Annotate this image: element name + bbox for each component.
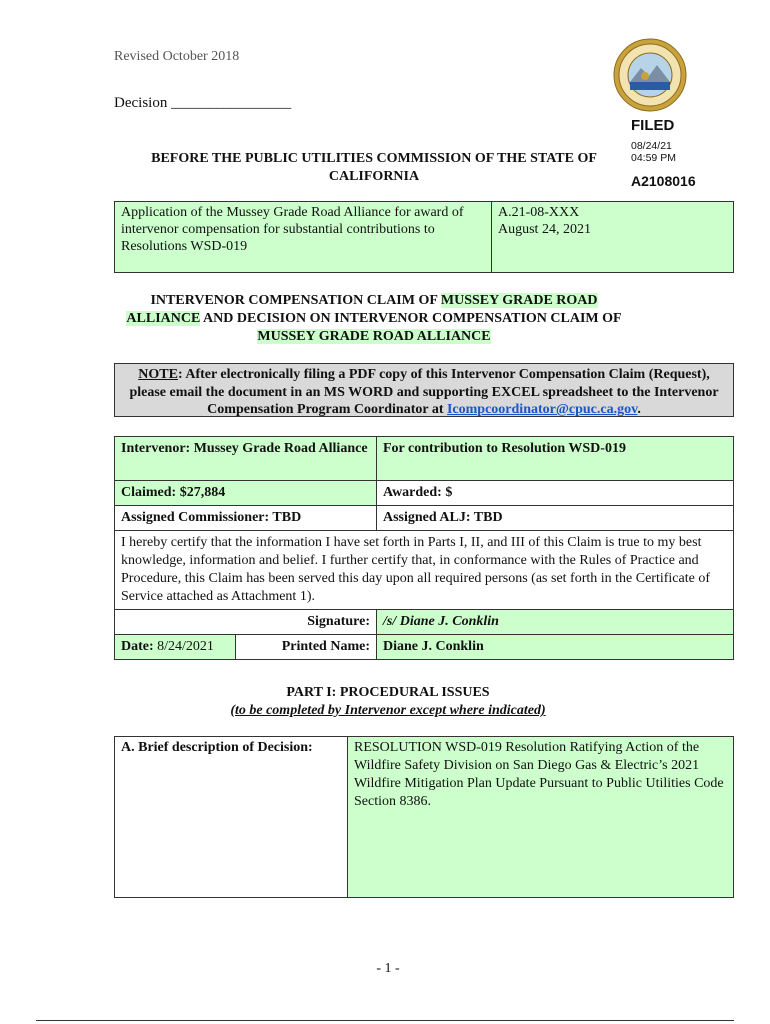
application-caption-table [114, 201, 734, 273]
cpuc-seal-icon [613, 38, 687, 112]
application-number-cell [492, 202, 734, 273]
part-1-header [114, 684, 662, 720]
assigned-alj: Assigned ALJ: TBD [377, 506, 734, 531]
claim-title [114, 292, 634, 346]
signature-label: Signature: [115, 610, 377, 635]
brief-description-table [114, 736, 734, 898]
filed-date: 08/24/21 [631, 140, 672, 152]
intervenor-name: Intervenor: Mussey Grade Road Alliance [115, 437, 377, 481]
date-value: 8/24/2021 [157, 639, 214, 654]
note-box [114, 363, 734, 417]
date-label: Date: [121, 639, 154, 654]
application-description: Application of the Mussey Grade Road Alliance for award of intervenor compensation for substantial contributions to Resolutions WSD-019 [115, 202, 492, 273]
decision-line: Decision ________________ [114, 95, 292, 111]
claimed-amount: Claimed: $27,884 [115, 481, 377, 506]
title-highlight-3: MUSSEY GRADE ROAD ALLIANCE [257, 329, 491, 344]
date-cell [115, 635, 236, 660]
note-end: . [637, 402, 641, 417]
title-highlight-2: ALLIANCE [126, 311, 201, 326]
heading-line-2: CALIFORNIA [328, 169, 420, 184]
application-number: A.21-08-XXX [498, 205, 580, 220]
printed-name-value: Diane J. Conklin [377, 635, 734, 660]
signature-value: /s/ Diane J. Conklin [377, 610, 734, 635]
title-text-2: AND DECISION ON INTERVENOR COMPENSATION CLAIM OF [200, 311, 622, 326]
revised-date: Revised October 2018 [114, 49, 240, 64]
coordinator-email-link[interactable]: Icompcoordinator@cpuc.ca.gov [446, 402, 638, 417]
note-text: : After electronically filing a PDF copy of this Intervenor Compensation Claim (Request), please email the document in an MS WORD and supporting EXCEL spreadsheet to the Intervenor Compensation Program Coordinator at [129, 367, 719, 417]
assigned-commissioner: Assigned Commissioner: TBD [115, 506, 377, 531]
certification-text: I hereby certify that the information I have set forth in Parts I, II, and III of this Claim is true to my best knowledge, information and belief. I further certify that, in conformance with the Rules of Practice and Procedure, this Claim has been served this day upon all required persons (as set forth in the Certificate of Service attached as Attachment 1). [115, 531, 734, 610]
part-1-title: PART I: PROCEDURAL ISSUES [286, 685, 490, 700]
part-1-subtitle: (to be completed by Intervenor except where indicated) [230, 703, 546, 718]
page-number: - 1 - [376, 961, 400, 976]
title-text-1: INTERVENOR COMPENSATION CLAIM OF [150, 293, 441, 308]
application-date: August 24, 2021 [498, 222, 591, 237]
claim-summary-table [114, 436, 734, 660]
awarded-amount: Awarded: $ [377, 481, 734, 506]
title-highlight-1: MUSSEY GRADE ROAD [440, 293, 598, 308]
brief-description-label: A. Brief description of Decision: [115, 737, 348, 898]
footer-rule [36, 1020, 734, 1021]
contribution-resolution: For contribution to Resolution WSD-019 [377, 437, 734, 481]
printed-name-label: Printed Name: [236, 635, 377, 660]
filed-stamp-label: FILED [631, 117, 675, 134]
note-label: NOTE [138, 367, 178, 382]
commission-heading [114, 150, 634, 186]
heading-line-1: BEFORE THE PUBLIC UTILITIES COMMISSION OF THE STATE OF [151, 151, 597, 166]
brief-description-text: RESOLUTION WSD-019 Resolution Ratifying Action of the Wildfire Safety Division on San Diego Gas & Electric’s 2021 Wildfire Mitigation Plan Update Pursuant to Public Utilities Code Section 8386. [348, 737, 734, 898]
filed-time: 04:59 PM [631, 152, 676, 164]
filed-stamp-datetime [631, 140, 676, 164]
filed-proceeding-number: A2108016 [631, 173, 696, 189]
